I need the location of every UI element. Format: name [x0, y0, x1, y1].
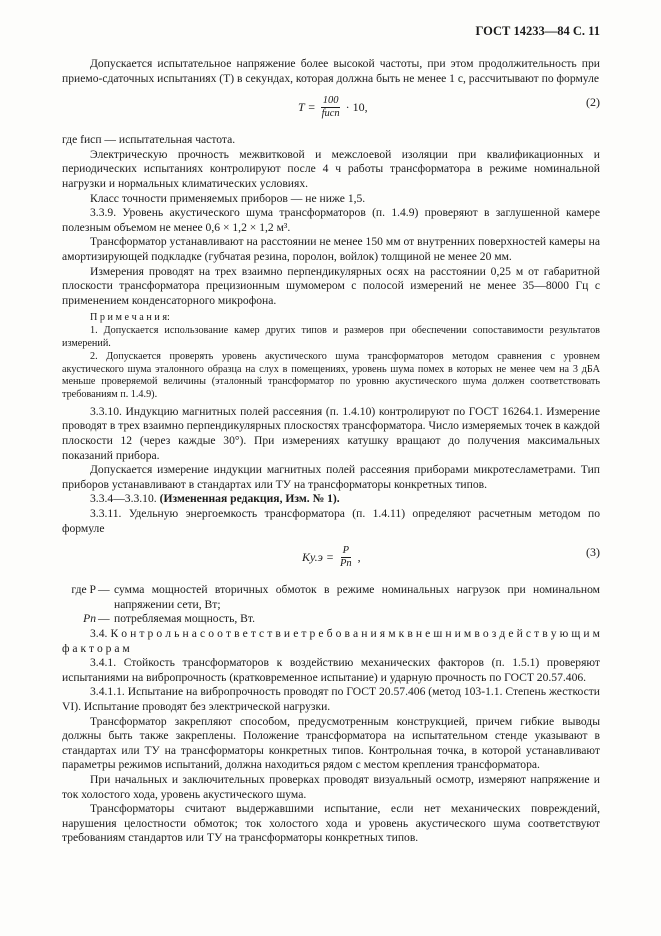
amendment-note [62, 492, 600, 507]
note-item: 2. Допускается проверять уровень акустического шума трансформаторов методом сравнения с уровнем акустического шума эталонного образца на слух в помещениях, уровень шума помех в которых не менее чем на 3 дБА меньше проверяемой величины (эталонный трансформатор по уровню акустического шума должен соответствовать требованиям п. 1.4.9). [62, 350, 600, 401]
formula-body [302, 545, 361, 570]
paragraph: Трансформатор устанавливают на расстоянии не менее 150 мм от внутренних поверхностей камеры на амортизирующей подкладке (губчатая резина, поролон, войлок) толщиной не менее 20 мм. [62, 235, 600, 263]
where-symbol: где P [71, 583, 96, 597]
paragraph: Трансформатор закрепляют способом, предусмотренным конструкцией, причем гибкие выводы должны быть также закреплены. Положение трансформатора на испытательном стенде указывают в стандартах или ТУ на трансформаторы конкретных типов. Контрольная точка, в которой устанавливают параметры режимов испытаний, должна находиться рядом с местом крепления трансформатора. [62, 714, 600, 772]
paragraph: 3.4.1.1. Испытание на вибропрочность проводят по ГОСТ 20.57.406 (метод 103-1.1. Степень жесткости VI). Испытание проводят без электрической нагрузки. [62, 685, 600, 713]
fraction-denominator: fисп [321, 108, 340, 120]
document-page [62, 24, 600, 846]
fraction-denominator: Pп [339, 558, 352, 570]
paragraph: При начальных и заключительных проверках проводят визуальный осмотр, измеряют напряжение и ток холостого хода, уровень акустического шума. [62, 772, 600, 801]
paragraph: Класс точности применяемых приборов — не ниже 1,5. [90, 191, 366, 205]
paragraph: Электрическую прочность межвитковой и межслоевой изоляции при квалификационных и периодических испытаниях контролируют после 4 ч работы трансформатора в режиме номинальной нагрузки и нормальных климатических условиях. [62, 147, 600, 190]
section-heading: 3.4. К о н т р о л ь н а с о о т в е т с т в и е т р е б о в а н и я м к в н е ш н и м в о з д е й с т в у ю щ и м ф а к т о р а м [62, 627, 600, 655]
where-item [62, 612, 600, 627]
amendment-range: 3.3.4—3.3.10. [90, 492, 157, 506]
equation-number: (2) [586, 95, 600, 110]
where-item [62, 583, 600, 612]
formula-2 [62, 89, 600, 129]
paragraph: Допускается испытательное напряжение более высокой частоты, при этом продолжительность при приемо-сдаточных испытаниях (T) в секундах, которая должна быть не менее 1 с, рассчитывают по формуле [62, 57, 600, 85]
fraction [320, 95, 342, 120]
formula-lhs: T = [298, 100, 316, 115]
fraction-numerator: P [342, 545, 350, 557]
where-symbol: Pп [83, 612, 96, 626]
paragraph: 3.3.9. Уровень акустического шума трансформаторов (п. 1.4.9) проверяют в заглушенной камере полезным объемом не менее 0,6 × 1,2 × 1,2 м³. [62, 206, 600, 234]
formula-lhs: Kу.э = [302, 550, 334, 565]
where-dash: — [98, 583, 110, 597]
formula-3 [62, 539, 600, 579]
amendment-label: (Измененная редакция, Изм. № 1). [159, 492, 340, 506]
where-dash: — [98, 612, 110, 626]
paragraph: Трансформаторы считают выдержавшими испытание, если нет механических повреждений, нарушения целостности обмоток; ток холостого хода и уровень акустического шума соответствуют требованиям стандартов или ТУ на трансформаторы конкретных типов. [62, 802, 600, 845]
paragraph: Измерения проводят на трех взаимно перпендикулярных осях на расстоянии 0,25 м от габаритной плоскости трансформатора прецизионным шумомером с полосой измерений не менее 35—8000 Гц с применением конденсаторного микрофона. [62, 264, 600, 307]
formula-tail: · 10, [345, 100, 368, 115]
page-header: ГОСТ 14233—84 С. 11 [475, 24, 600, 38]
notes-block [62, 312, 600, 402]
paragraph: где fисп — испытательная частота. [62, 133, 236, 147]
where-description: потребляемая мощность, Вт. [114, 612, 255, 626]
paragraph: Допускается измерение индукции магнитных полей рассеяния приборами микротесламетрами. Тип приборов устанавливают в стандартах или ТУ на трансформаторы конкретных типов. [62, 463, 600, 491]
where-description: сумма мощностей вторичных обмоток в режиме номинальных нагрузок при номинальном напряжении сети, Вт; [114, 583, 600, 611]
paragraph: 3.3.10. Индукцию магнитных полей рассеяния (п. 1.4.10) контролируют по ГОСТ 16264.1. Измерение проводят в трех взаимно перпендикулярных плоскостях трансформатора. Число измеряемых точек в каждой плоскости 12 (через каждые 30°). При измерениях катушку вращают до получения максимальных показаний прибора. [62, 404, 600, 462]
formula-body [298, 95, 368, 120]
notes-title: П р и м е ч а н и я: [90, 312, 170, 324]
fraction-numerator: 100 [322, 95, 339, 107]
note-item: 1. Допускается использование камер других типов и размеров при обеспечении сопоставимости результатов измерений. [62, 325, 600, 349]
fraction [338, 545, 354, 570]
paragraph: 3.3.11. Удельную энергоемкость трансформатора (п. 1.4.11) определяют расчетным методом по формуле [62, 507, 600, 535]
formula-tail: , [357, 550, 361, 565]
paragraph: 3.4.1. Стойкость трансформаторов к воздействию механических факторов (п. 1.5.1) проверяют испытаниями на вибропрочность (кратковременное испытание) и ударную прочность по ГОСТ 20.57.406. [62, 656, 600, 684]
equation-number: (3) [586, 545, 600, 560]
